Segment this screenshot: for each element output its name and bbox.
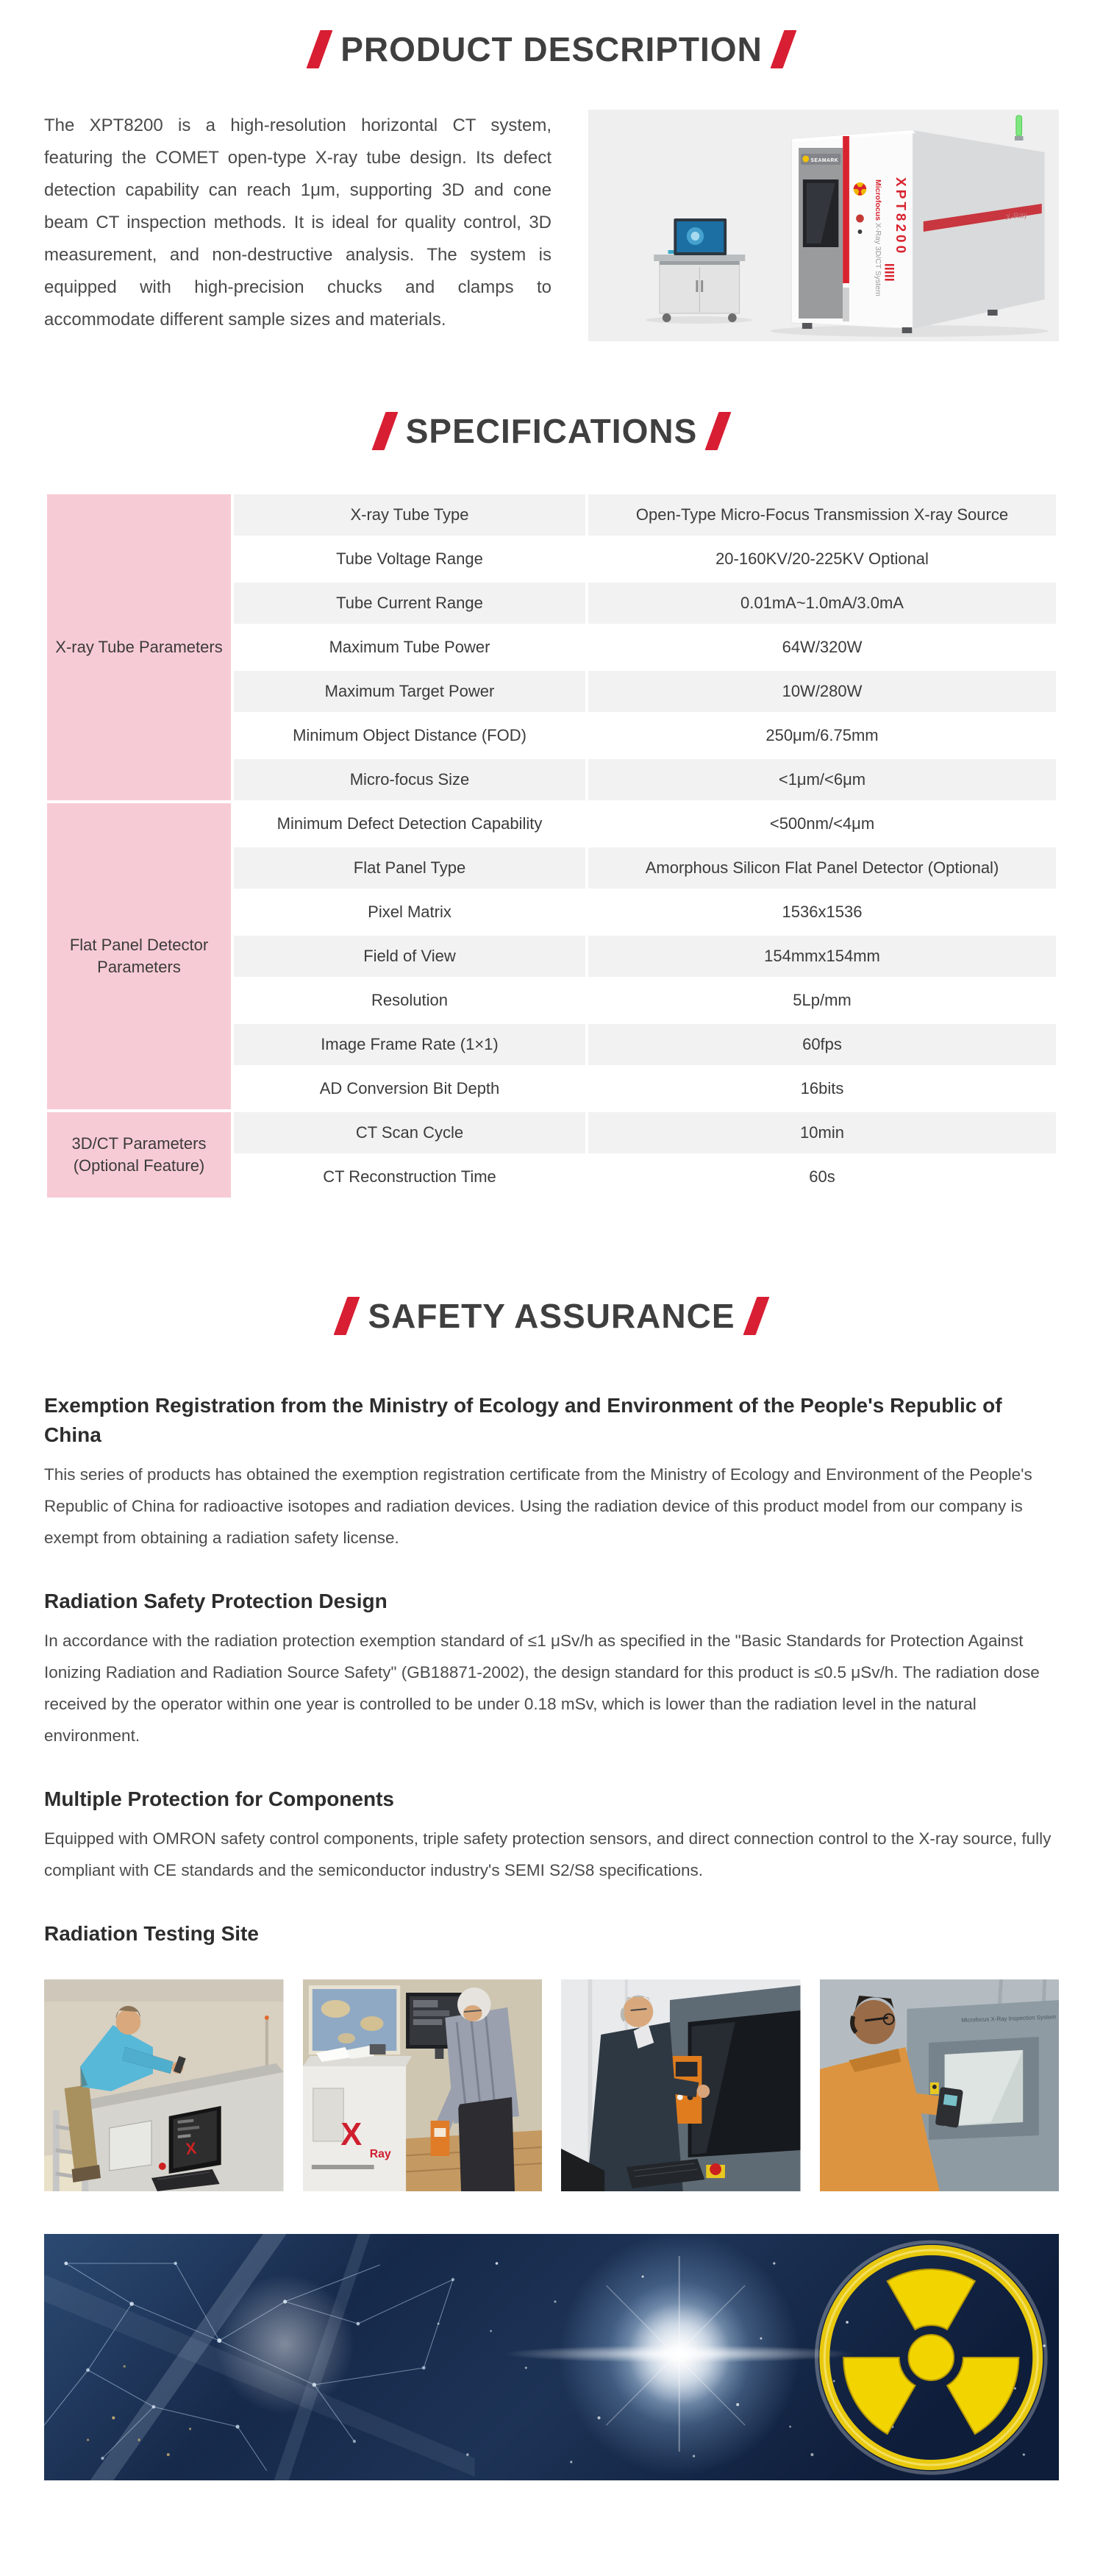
red-slash-left-icon: [307, 30, 333, 68]
machine-tagline: Microfocus X-Ray 3D/CT System: [873, 179, 882, 296]
spec-param: CT Scan Cycle: [234, 1112, 585, 1153]
safety-body-protection-design: In accordance with the radiation protection exemption standard of ≤1 μSv/h as specified in the "Basic Standards for Protection Against Ionizing Radiation and Radiation Source Safety" (GB18871-2002), the design standard for this product is ≤0.5 μSv/h. The radiation dose received by the operator within one year is controlled to be under 0.18 mSv, which is lower than the radiation level in the natural environment.: [44, 1632, 1040, 1745]
table-row: [47, 803, 1056, 844]
spec-value: 64W/320W: [588, 627, 1056, 668]
svg-text:Ray: Ray: [369, 2147, 391, 2161]
safety-subheading-multiple-protection: Multiple Protection for Components: [44, 1787, 394, 1810]
spec-group-label: Flat Panel Detector Parameters: [47, 803, 231, 1109]
testing-photo-2: [303, 1979, 543, 2191]
red-slash-right-icon: [743, 1297, 769, 1335]
spec-value: 60s: [588, 1156, 1056, 1198]
spec-param: AD Conversion Bit Depth: [234, 1068, 585, 1109]
red-slash-right-icon: [770, 30, 796, 68]
specifications-title: [44, 411, 1059, 451]
spec-value: 0.01mA~1.0mA/3.0mA: [588, 583, 1056, 624]
section-title-text: SAFETY ASSURANCE: [368, 1297, 735, 1335]
spec-value: 154mmx154mm: [588, 936, 1056, 977]
safety-assurance-title: [44, 1296, 1059, 1336]
section-title-text: SPECIFICATIONS: [405, 412, 698, 450]
specifications-section: [44, 411, 1059, 1200]
spec-param: Tube Voltage Range: [234, 538, 585, 580]
radiation-icon: [854, 182, 866, 196]
spec-value: 16bits: [588, 1068, 1056, 1109]
spec-value: <500nm/<4μm: [588, 803, 1056, 844]
brand-logo-text: SEAMARK: [810, 157, 839, 164]
table-row: [47, 1112, 1056, 1153]
ct-machine-body: [791, 115, 1044, 333]
spec-value: 10W/280W: [588, 671, 1056, 712]
spec-group-label: X-ray Tube Parameters: [47, 494, 231, 800]
safety-body-exemption: This series of products has obtained the exemption registration certificate from the Ministry of Ecology and Environment of the People's Republic of China for radioactive isotopes and radiation devices. Using the radiation device of this product model from our company is exempt from obtaining a radiation safety license.: [44, 1465, 1032, 1547]
product-description-title: [44, 29, 1059, 69]
section-title-text: PRODUCT DESCRIPTION: [340, 30, 763, 68]
spec-value: Open-Type Micro-Focus Transmission X-ray Source: [588, 494, 1056, 536]
safety-subheading-protection-design: Radiation Safety Protection Design: [44, 1590, 388, 1612]
testing-photo-3: [561, 1979, 801, 2191]
side-label: X-Ray: [1005, 210, 1028, 223]
svg-text:X: X: [340, 2116, 362, 2153]
spec-param: Flat Panel Type: [234, 847, 585, 889]
spec-value: 10min: [588, 1112, 1056, 1153]
safety-subheading-exemption: Exemption Registration from the Ministry of Ecology and Environment of the People's Republic of China: [44, 1394, 1002, 1446]
spec-value: <1μm/<6μm: [588, 759, 1056, 800]
product-description-row: [44, 110, 1059, 341]
spec-param: CT Reconstruction Time: [234, 1156, 585, 1198]
table-row: [47, 494, 1056, 536]
svg-text:X: X: [185, 2138, 198, 2159]
radiation-testing-site-heading: Radiation Testing Site: [44, 1922, 259, 1945]
testing-photo-4: [820, 1979, 1060, 2191]
spec-value: 5Lp/mm: [588, 980, 1056, 1021]
spec-value: 20-160KV/20-225KV Optional: [588, 538, 1056, 580]
spec-param: Minimum Object Distance (FOD): [234, 715, 585, 756]
spec-param: Field of View: [234, 936, 585, 977]
product-description-paragraph: The XPT8200 is a high-resolution horizontal CT system, featuring the COMET open-type X-ray tube design. Its defect detection capability can reach 1μm, supporting 3D and cone beam CT inspection methods. It is ideal for quality control, 3D measurement, and non-destructive analysis. The system is equipped with high-precision chucks and clamps to accommodate different sample sizes and materials.: [44, 115, 552, 330]
spec-param: Maximum Tube Power: [234, 627, 585, 668]
spec-table: [44, 491, 1059, 1200]
safety-body-multiple-protection: Equipped with OMRON safety control components, triple safety protection sensors, and direct connection control to the X-ray source, fully compliant with CE standards and the semiconductor industry's SEMI S2/S8 specifications.: [44, 1829, 1052, 1879]
spec-param: Maximum Target Power: [234, 671, 585, 712]
machine-model-label: XPT8200: [893, 177, 909, 257]
red-slash-left-icon: [371, 412, 398, 450]
product-description-section: [44, 29, 1059, 341]
spec-value: 1536x1536: [588, 892, 1056, 933]
spec-param: Pixel Matrix: [234, 892, 585, 933]
spec-param: Image Frame Rate (1×1): [234, 1024, 585, 1065]
radiation-banner-image: [44, 2234, 1059, 2480]
svg-text:Microfocus X-Ray Inspection Sy: Microfocus X-Ray Inspection System: [960, 2013, 1056, 2024]
spec-param: Resolution: [234, 980, 585, 1021]
spec-param: Micro-focus Size: [234, 759, 585, 800]
testing-photo-1: [44, 1979, 284, 2191]
safety-assurance-section: [44, 1296, 1059, 2480]
spec-value: 60fps: [588, 1024, 1056, 1065]
spec-param: Tube Current Range: [234, 583, 585, 624]
spec-param: Minimum Defect Detection Capability: [234, 803, 585, 844]
testing-site-photos: [44, 1979, 1059, 2191]
spec-table-wrap: [44, 491, 1059, 1200]
product-photo: [588, 110, 1059, 341]
spec-value: 250μm/6.75mm: [588, 715, 1056, 756]
red-slash-right-icon: [705, 412, 732, 450]
ct-machine-illustration: [588, 110, 1059, 341]
spec-value: Amorphous Silicon Flat Panel Detector (Optional): [588, 847, 1056, 889]
spec-param: X-ray Tube Type: [234, 494, 585, 536]
red-slash-left-icon: [334, 1297, 360, 1335]
spec-group-label: 3D/CT Parameters (Optional Feature): [47, 1112, 231, 1198]
